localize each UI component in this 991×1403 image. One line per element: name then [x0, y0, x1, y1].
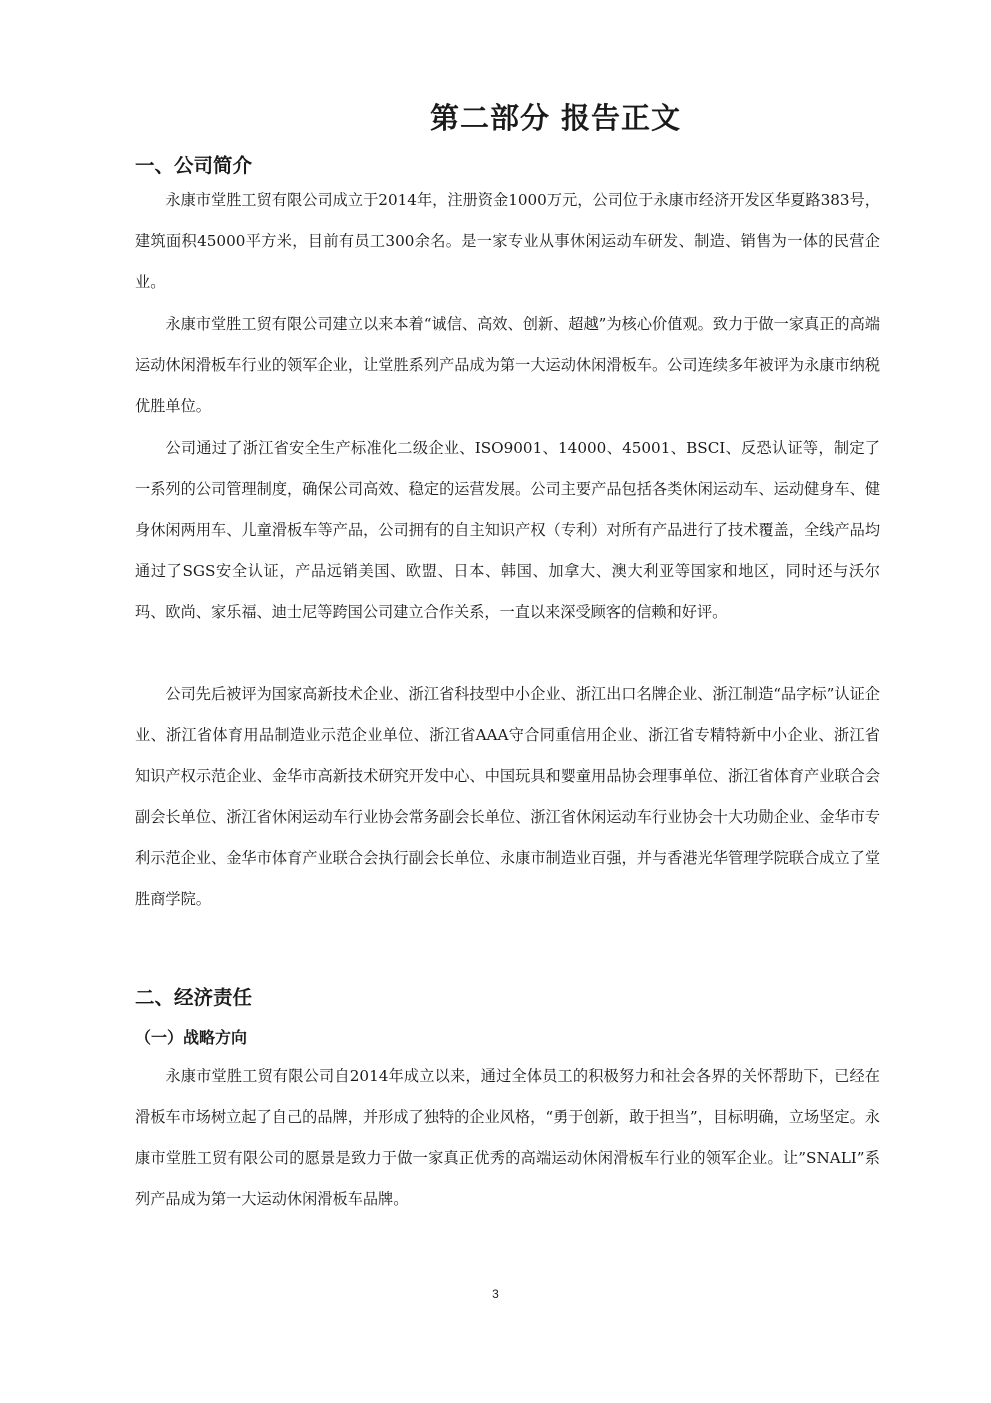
- paragraph-company-intro-3: 公司通过了浙江省安全生产标准化二级企业、ISO9001、14000、45001、BSCI、反恐认证等，制定了一系列的公司管理制度，确保公司高效、稳定的运营发展。公司主要产品包括各类休闲运动车、运动健身车、健身休闲两用车、儿童滑板车等产品，公司拥有的自主知识产权（专利）对所有产品进行了技术覆盖，全线产品均通过了SGS安全认证，产品远销美国、欧盟、日本、韩国、加拿大、澳大利亚等国家和地区，同时还与沃尔玛、欧尚、家乐福、迪士尼等跨国公司建立合作关系，一直以来深受顾客的信赖和好评。: [135, 439, 880, 621]
- section-heading-company-intro: 一、公司简介: [135, 154, 253, 177]
- paragraph-company-intro-4: 公司先后被评为国家高新技术企业、浙江省科技型中小企业、浙江出口名牌企业、浙江制造“品字标”认证企业、浙江省体育用品制造业示范企业单位、浙江省AAA守合同重信用企业、浙江省专精特新中小企业、浙江省知识产权示范企业、金华市高新技术研究开发中心、中国玩具和婴童用品协会理事单位、浙江省体育产业联合会副会长单位、浙江省休闲运动车行业协会常务副会长单位、浙江省休闲运动车行业协会十大功勋企业、金华市专利示范企业、金华市体育产业联合会执行副会长单位、永康市制造业百强，并与香港光华管理学院联合成立了堂胜商学院。: [135, 685, 880, 908]
- section-heading-economic-responsibility: 二、经济责任: [135, 986, 253, 1009]
- subsection-heading-strategy: （一）战略方向: [135, 1028, 248, 1047]
- paragraph-company-intro-2: 永康市堂胜工贸有限公司建立以来本着“诚信、高效、创新、超越”为核心价值观。致力于做一家真正的高端运动休闲滑板车行业的领军企业，让堂胜系列产品成为第一大运动休闲滑板车。公司连续多年被评为永康市纳税优胜单位。: [135, 315, 880, 415]
- page-number: 3: [492, 1287, 499, 1301]
- page-title: 第二部分 报告正文: [429, 101, 682, 135]
- paragraph-company-intro-1: 永康市堂胜工贸有限公司成立于2014年，注册资金1000万元，公司位于永康市经济开发区华夏路383号，建筑面积45000平方米，目前有员工300余名。是一家专业从事休闲运动车研发、制造、销售为一体的民营企业。: [135, 191, 880, 291]
- paragraph-strategy-1: 永康市堂胜工贸有限公司自2014年成立以来，通过全体员工的积极努力和社会各界的关怀帮助下，已经在滑板车市场树立起了自己的品牌，并形成了独特的企业风格，“勇于创新，敢于担当”，目标明确，立场坚定。永康市堂胜工贸有限公司的愿景是致力于做一家真正优秀的高端运动休闲滑板车行业的领军企业。让”SNALI”系列产品成为第一大运动休闲滑板车品牌。: [135, 1067, 880, 1208]
